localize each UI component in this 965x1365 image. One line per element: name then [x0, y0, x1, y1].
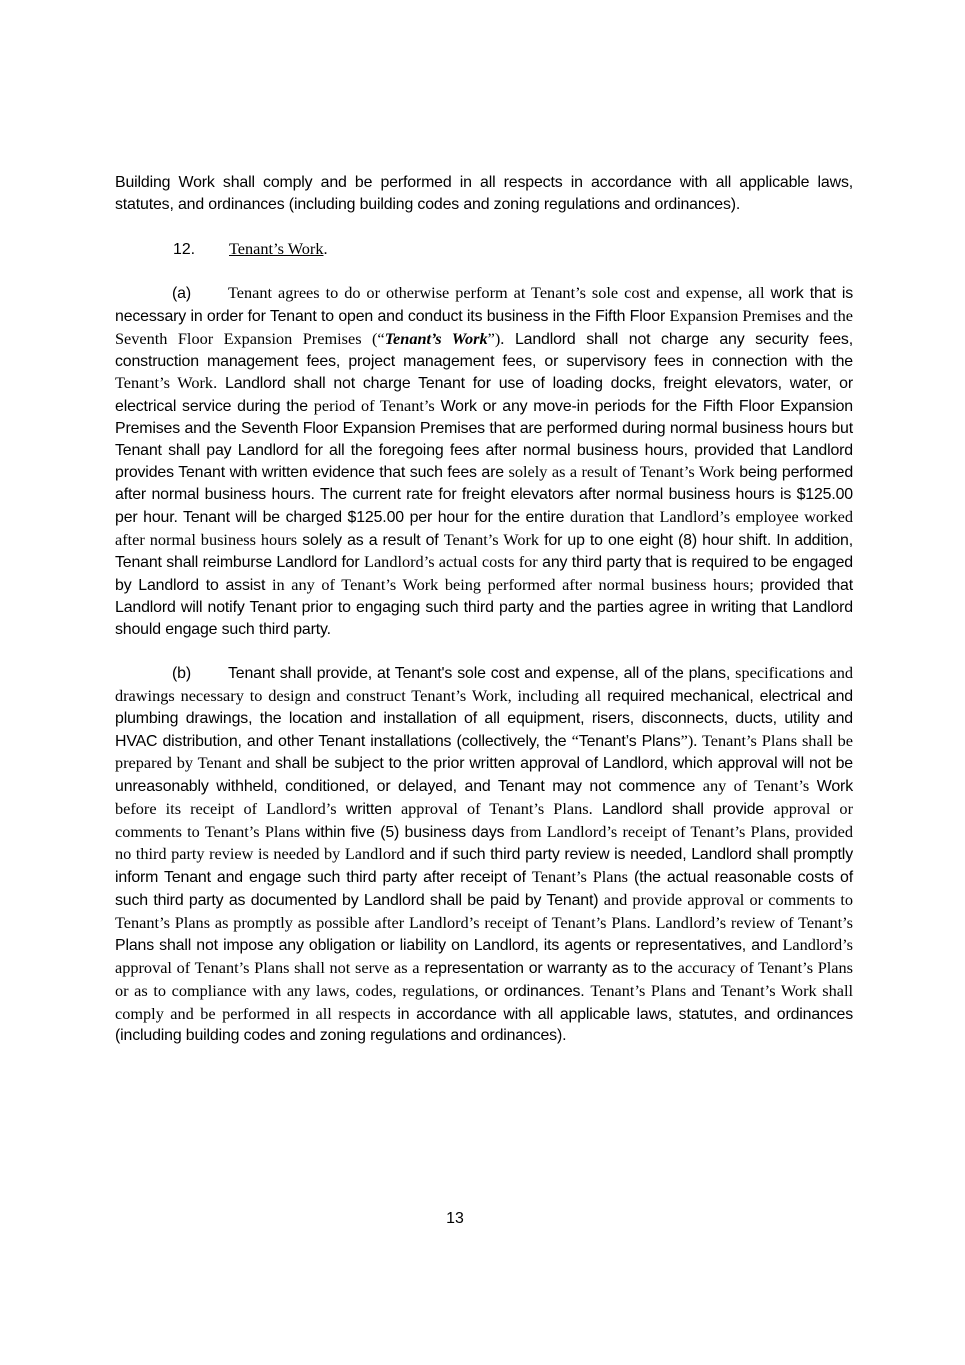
text-run: Landlord shall provide — [592, 800, 774, 818]
text-run: “ — [571, 730, 579, 750]
text-run: Expansion Premises and the Seventh Floor Expansion Premises (“ — [115, 306, 853, 348]
text-run: written — [336, 800, 401, 818]
text-run: being performed after normal business hours. The current rate for freight elevators after normal business hours is $125.00 per hour. Tenant will be charged $125.00 per hour for the entire — [115, 464, 854, 526]
text-run: Landlord’s approval of Tenant’s Plans shall not serve as a — [115, 935, 853, 977]
intro-paragraph — [115, 172, 853, 216]
text-run: Tenant’s Work — [443, 529, 540, 549]
text-run: Work — [809, 778, 853, 795]
text-run: representation or warranty as to the — [419, 960, 678, 977]
text-run: before its receipt of Landlord’s — [115, 798, 337, 818]
text-run: Tenant shall provide, at Tenant's sole cost and expense, all of the plans, — [228, 665, 736, 683]
text-run: within five (5) business days — [300, 823, 510, 841]
text-run: Landlord shall not charge Tenant for use of loading docks, freight elevators, water, or electrical service during the — [115, 375, 853, 415]
defined-term-tenants-work: Tenant’s Work — [384, 328, 488, 348]
text-run: (the actual reasonable costs of such third party as documented by Landlord shall be paid by Tenant) — [115, 869, 853, 909]
text-run: approval of Tenant’s Plans. — [400, 798, 593, 818]
text-run: solely as a result of Tenant’s Work — [508, 462, 735, 482]
paragraph-b — [115, 662, 853, 1047]
text-run: Work or any move-in periods for the Fifth Floor Expansion Premises and the Seventh Floor Expansion Premises that are performed during normal business hours but Tenant shall pay Landlord for all the foregoing fees after normal business hours, provided that Landlord provides Tenant with written evidence that such fees are — [115, 398, 853, 482]
paragraph-a — [115, 282, 853, 640]
page-number: 13 — [446, 1210, 464, 1227]
text-run: approval or comments to Tenant’s Plans — [115, 798, 853, 841]
text-run: and if such third party review is needed, Landlord shall promptly inform Tenant and engage such third party after receipt of — [115, 846, 853, 886]
text-run: accuracy of Tenant’s Plans or as to compliance with any laws, codes, regulations, — [115, 958, 853, 1000]
intro-text: Building Work shall comply and be performed in all respects in accordance with all applicable laws, statutes, and ordinances (including building codes and zoning regulations and ordinances). — [115, 174, 853, 213]
text-run: in any of Tenant’s Work being performed after normal business hours; — [272, 575, 754, 594]
text-run: Tenant’s Plans and Tenant’s Work shall comply and be performed in all respects — [115, 980, 853, 1023]
paragraph-b-label: (b) — [172, 665, 191, 683]
paragraph-a-label: (a) — [172, 285, 191, 303]
text-run: required mechanical, electrical and plumbing drawings, the location and installation of all equipment, risers, disconnects, ducts, utility and HVAC distribution, and other Tenant installations (collectively, the — [115, 688, 853, 750]
document-page — [115, 172, 853, 1047]
section-heading — [115, 238, 853, 261]
text-run: solely as a result of — [297, 531, 444, 549]
text-run: from Landlord’s receipt of Tenant’s Plans, provided no third party review is needed by Landlord — [115, 821, 853, 864]
text-run: ”). — [487, 328, 505, 348]
text-run: Tenant agrees to do or otherwise perform at Tenant’s sole cost and expense, all — [228, 283, 765, 303]
text-run: and provide approval or comments to Tenant’s Plans as promptly as possible after Landlord’s receipt of Tenant’s Plans. Landlord’s review of Tenant’s — [115, 889, 854, 932]
text-run: any of Tenant’s — [702, 776, 810, 795]
text-run: Landlord shall not charge any security fees, construction management fees, project management fees, or supervisory fees in connection with the — [115, 330, 853, 370]
text-run: Plans shall not impose any obligation or liability on Landlord, its agents or representatives, and — [115, 937, 783, 955]
section-number: 12. — [173, 240, 196, 258]
text-run: specifications and drawings necessary to design and construct Tenant’s Work, including all — [115, 663, 853, 705]
text-run: period of Tenant’s — [313, 396, 435, 415]
text-run: any third party that is required to be engaged by Landlord to assist — [115, 554, 853, 594]
text-run: Landlord’s actual costs for — [364, 552, 538, 572]
text-run: duration that Landlord’s employee worked after normal business hours — [115, 506, 853, 549]
text-run: provided that Landlord will notify Tenant prior to engaging such third party and the parties agree in writing that Landlord should engage such third party. — [115, 577, 853, 638]
defined-term-tenants-plans: Tenant’s Plans — [578, 732, 681, 750]
text-run: Tenant’s Work. — [115, 373, 218, 393]
text-run: shall be subject to the prior written approval of Landlord, which approval will not be unreasonably withheld, conditioned, or delayed, and Tenant may not commence — [115, 755, 853, 795]
section-title-suffix: . — [323, 238, 328, 258]
text-run: for up to one eight (8) hour shift. In addition, Tenant shall reimburse Landlord for — [115, 531, 854, 572]
text-run: ”). Tenant’s Plans shall be prepared by Tenant and — [115, 730, 853, 773]
text-run: Tenant’s Plans — [531, 867, 628, 886]
text-run: or ordinances. — [478, 982, 591, 1000]
text-run: work that is necessary in order for Tenant to open and conduct its business in the Fifth Floor — [115, 285, 853, 325]
section-title: Tenant’s Work — [229, 238, 324, 258]
text-run: in accordance with all applicable laws, statutes, and ordinances (including building codes and zoning regulations and ordinances). — [115, 1005, 853, 1045]
